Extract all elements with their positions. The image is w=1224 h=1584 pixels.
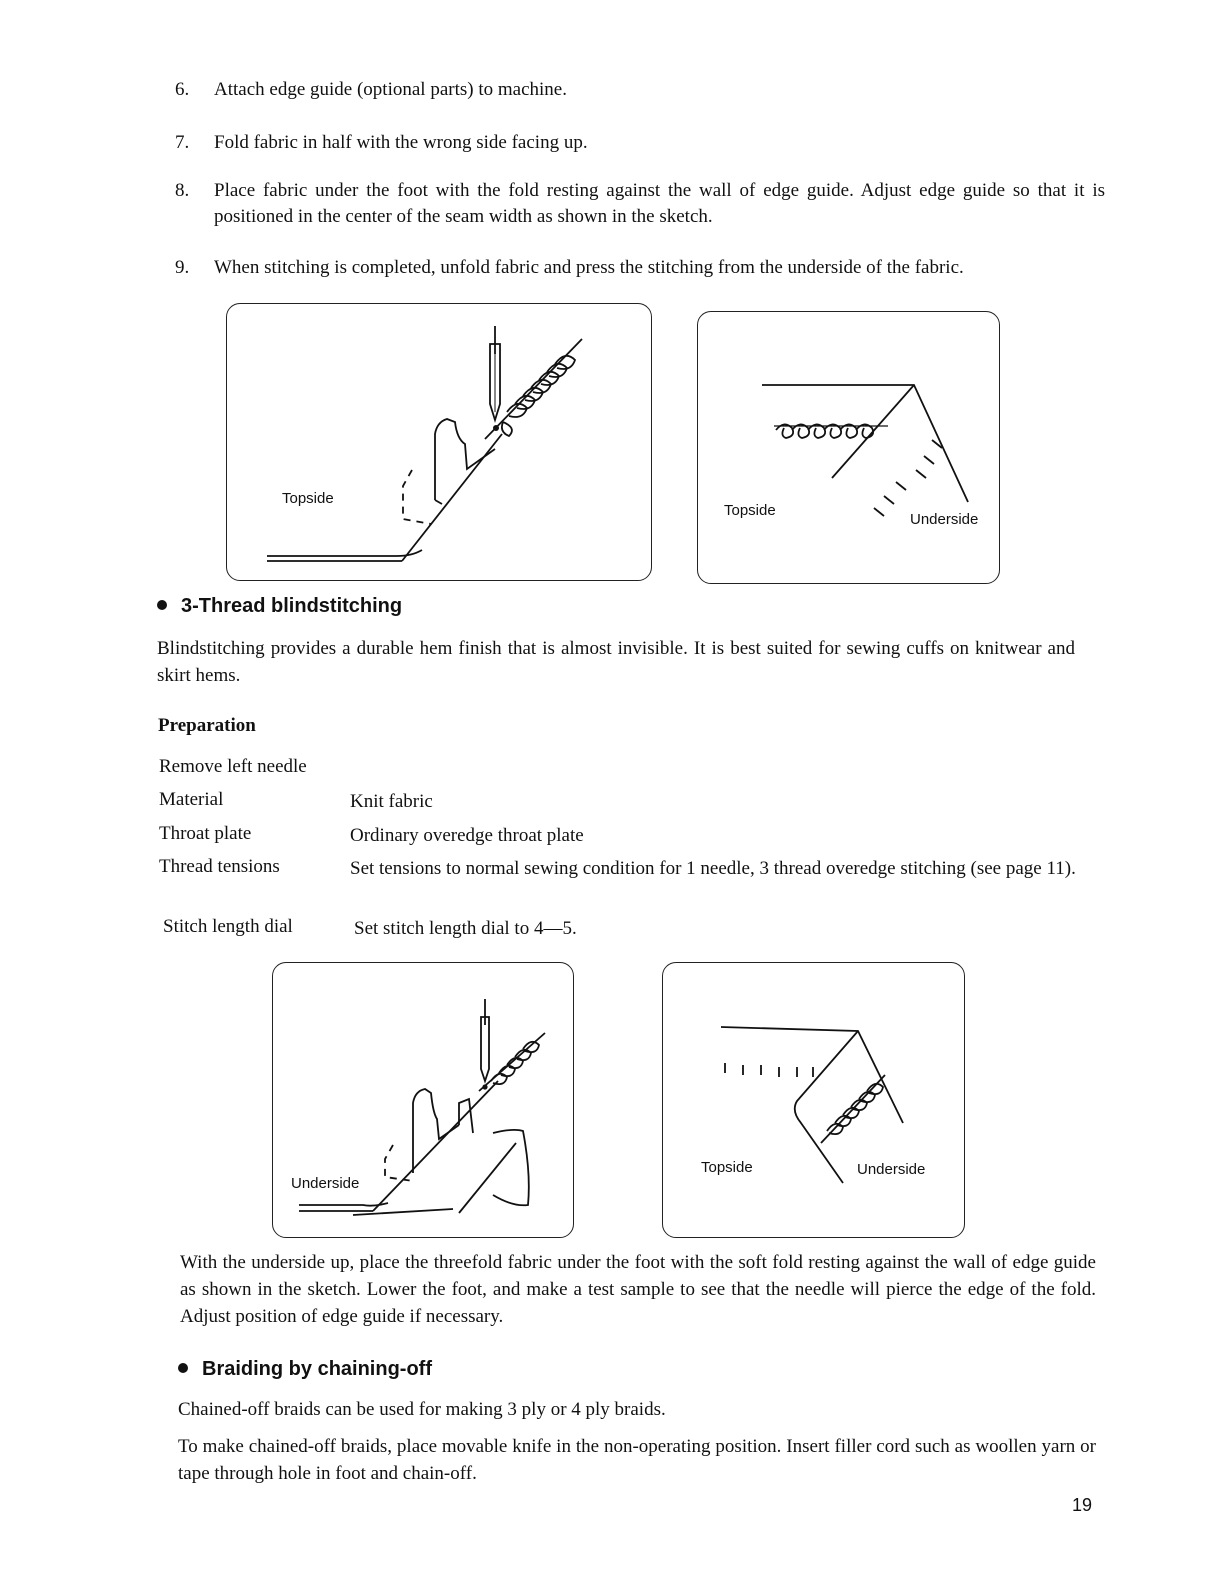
section-heading-blindstitching [157,595,402,618]
step-number: 9. [175,257,190,278]
step-text: When stitching is completed, unfold fabric and press the stitching from the underside of the fabric. [214,257,964,278]
figure-label-topside: Topside [724,502,776,519]
heading-text: Braiding by chaining-off [202,1358,432,1380]
step-6 [175,77,1105,103]
step-number: 6. [175,79,190,100]
prep-row-throat-plate [159,823,1089,849]
braiding-para-2: To make chained-off braids, place movable knife in the non-operating position. Insert filler cord such as woollen yarn or tape through hole in foot and chain-off. [178,1436,1096,1484]
prep-value: Set stitch length dial to 4—5. [354,918,577,939]
figure-edge-guide-topside [226,303,652,581]
bullet-icon [178,1363,188,1373]
preparation-heading: Preparation [158,715,256,736]
figure-label-underside: Underside [291,1175,360,1192]
step-8 [175,178,1105,230]
step-number: 7. [175,132,190,153]
step-7 [175,130,1105,156]
prep-key: Thread tensions [159,856,280,877]
step-text: Attach edge guide (optional parts) to machine. [214,79,567,100]
prep-key: Stitch length dial [163,916,293,937]
step-9 [175,255,1105,281]
prep-value: Ordinary overedge throat plate [350,825,584,846]
remove-needle-note: Remove left needle [159,756,307,777]
unfolded-fabric-illustration [698,312,999,583]
prep-value: Set tensions to normal sewing condition for 1 needle, 3 thread overedge stitching (see page 11). [350,858,1076,879]
blindstitch-foot-illustration [273,963,573,1237]
prep-row-stitch-length [163,916,1093,942]
figure-label-topside: Topside [701,1159,753,1176]
braiding-para-1: Chained-off braids can be used for making 3 ply or 4 ply braids. [178,1399,666,1420]
figure-unfolded-result [697,311,1000,584]
sewing-foot-illustration [227,304,651,580]
blindstitch-result-illustration [663,963,964,1237]
figure-blindstitch-underside [272,962,574,1238]
prep-row-material [159,789,1089,815]
figure-label-underside: Underside [910,511,979,528]
section-heading-braiding [178,1358,432,1381]
figure-label-topside: Topside [282,490,334,507]
prep-key: Material [159,789,224,810]
blindstitch-intro: Blindstitching provides a durable hem finish that is almost invisible. It is best suited for sewing cuffs on knitwear and skirt hems. [157,638,1075,686]
blindstitch-instructions: With the underside up, place the threefold fabric under the foot with the soft fold resting against the wall of edge guide as shown in the sketch. Lower the foot, and make a test sample to see that the needle will pierce the edge of the fold. Adjust position of edge guide if necessary. [180,1252,1096,1327]
heading-text: 3-Thread blindstitching [181,595,403,617]
step-number: 8. [175,180,190,201]
step-text: Place fabric under the foot with the fold resting against the wall of edge guide. Adjust edge guide so that it is positioned in the center of the seam width as shown in the sketch. [214,180,1105,227]
figure-label-underside: Underside [857,1161,926,1178]
page-number: 19 [1072,1495,1093,1515]
figure-blindstitch-result [662,962,965,1238]
prep-row-thread-tensions [159,856,1089,882]
bullet-icon [157,600,167,610]
prep-value: Knit fabric [350,791,433,812]
prep-key: Throat plate [159,823,252,844]
step-text: Fold fabric in half with the wrong side facing up. [214,132,588,153]
